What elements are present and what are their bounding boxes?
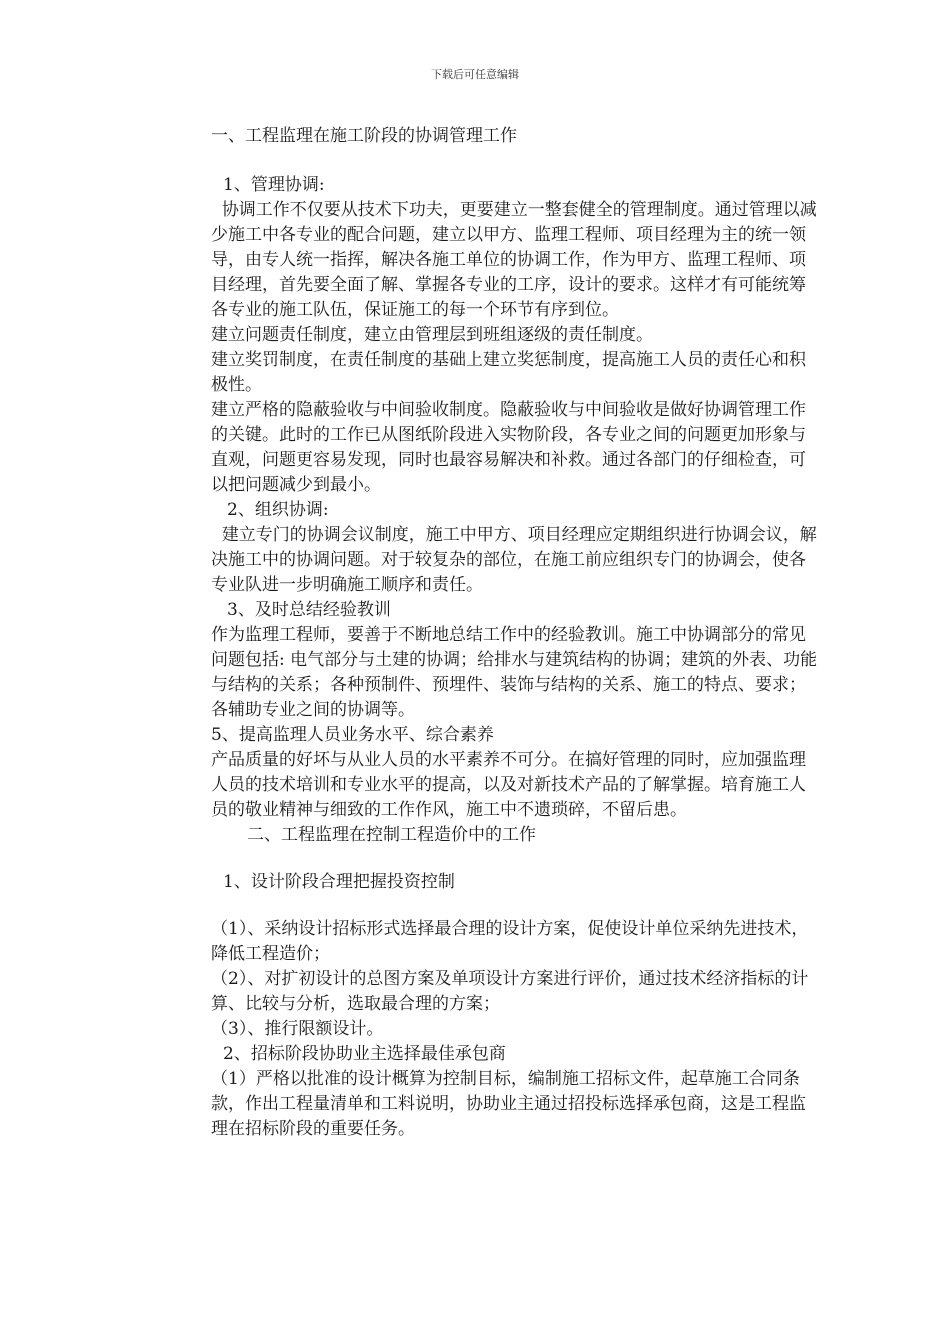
section-1-sub5-heading: 5、提高监理人员业务水平、综合素养: [211, 725, 494, 745]
section-1-sub5-para: 产品质量的好坏与从业人员的水平素养不可分。在搞好管理的同时，应加强监理人员的技术培训和专业水平的提高，以及对新技术产品的了解掌握。培育施工人员的敬业精神与细致的工作作风，施工中不遗琐碎，不留后患。: [211, 750, 806, 820]
section-1-sub1-para3: 建立奖罚制度，在责任制度的基础上建立奖惩制度，提高施工人员的责任心和积极性。: [211, 350, 806, 395]
section-2-sub2-heading: 2、招标阶段协助业主选择最佳承包商: [223, 1044, 506, 1064]
section-2-sub1-item1: （1）、采纳设计招标形式选择最合理的设计方案，促使设计单位采纳先进技术，降低工程造价；: [211, 919, 809, 964]
section-2-title: 二、工程监理在控制工程造价中的工作: [247, 825, 536, 845]
page-header: 下载后可任意编辑: [431, 68, 519, 81]
document-body: [211, 124, 821, 1142]
section-1-sub2-para: 建立专门的协调会议制度，施工中甲方、项目经理应定期组织进行协调会议，解决施工中的协调问题。对于较复杂的部位，在施工前应组织专门的协调会，使各专业队进一步明确施工顺序和责任。: [211, 525, 817, 595]
section-2-sub1-heading: 1、设计阶段合理把握投资控制: [223, 872, 455, 892]
section-2-sub1-item3: （3）、推行限额设计。: [211, 1019, 384, 1039]
section-2-sub2-item1: （1）严格以批准的设计概算为控制目标，编制施工招标文件，起草施工合同条款，作出工程量清单和工料说明，协助业主通过招投标选择承包商，这是工程监理在招标阶段的重要任务。: [211, 1069, 806, 1139]
section-1-sub2-heading: 2、组织协调:: [227, 500, 329, 520]
section-1-title: 一、工程监理在施工阶段的协调管理工作: [211, 126, 517, 146]
section-1-sub1-para2: 建立问题责任制度，建立由管理层到班组逐级的责任制度。: [211, 325, 653, 345]
section-2-sub1-item2: （2）、对扩初设计的总图方案及单项设计方案进行评价，通过技术经济指标的计算、比较与分析，选取最合理的方案；: [211, 969, 809, 1014]
section-1-sub1-para1: 协调工作不仅要从技术下功夫，更要建立一整套健全的管理制度。通过管理以减少施工中各专业的配合问题，建立以甲方、监理工程师、项目经理为主的统一领导，由专人统一指挥，解决各施工单位的协调工作，作为甲方、监理工程师、项目经理，首先要全面了解、掌握各专业的工序，设计的要求。这样才有可能统筹各专业的施工队伍，保证施工的每一个环节有序到位。: [211, 200, 817, 320]
section-1-sub3-para: 作为监理工程师，要善于不断地总结工作中的经验教训。施工中协调部分的常见问题包括: 电气部分与土建的协调；给排水与建筑结构的协调；建筑的外表、功能与结构的关系；各种预制件、预埋件、装饰与结构的关系、施工的特点、要求；各辅助专业之间的协调等。: [211, 625, 818, 720]
section-1-sub3-heading: 3、及时总结经验教训: [227, 600, 391, 620]
section-1-sub1-heading: 1、管理协调:: [223, 175, 325, 195]
section-1-sub1-para4: 建立严格的隐蔽验收与中间验收制度。隐蔽验收与中间验收是做好协调管理工作的关键。此时的工作已从图纸阶段进入实物阶段，各专业之间的问题更加形象与直观，问题更容易发现，同时也最容易解决和补救。通过各部门的仔细检查，可以把问题减少到最小。: [211, 400, 806, 495]
